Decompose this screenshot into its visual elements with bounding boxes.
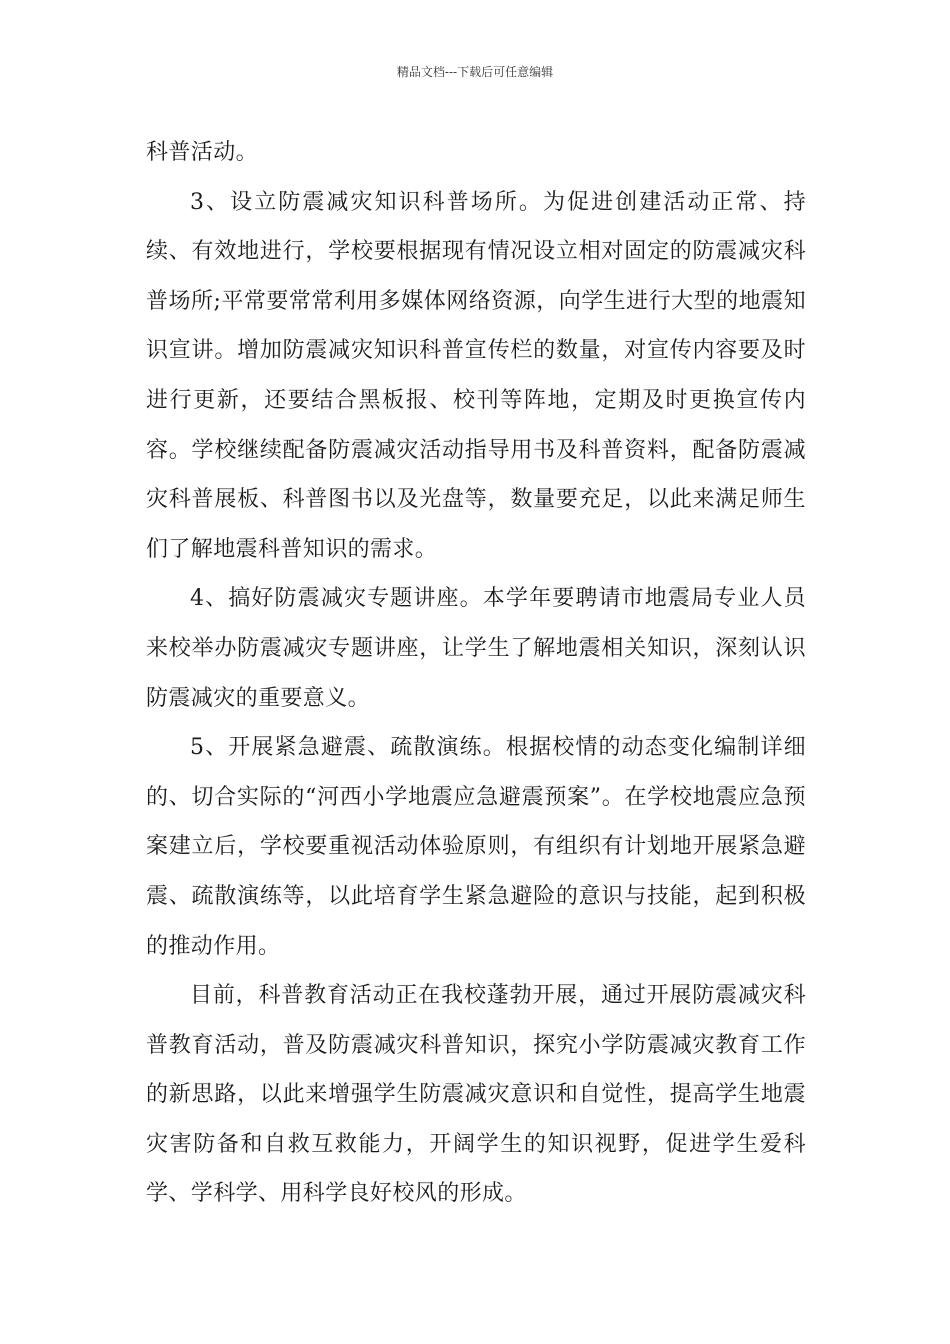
paragraph-item-3: 3、设立防震减灾知识科普场所。为促进创建活动正常、持续、有效地进行，学校要根据现有情况设立相对固定的防震减灾科普场所;平常要常常利用多媒体网络资源，向学生进行大型的地震知识宣讲。增加防震减灾知识科普宣传栏的数量，对宣传内容要及时进行更新，还要结合黑板报、校刊等阵地，定期及时更换宣传内容。学校继续配备防震减灾活动指导用书及科普资料，配备防震减灾科普展板、科普图书以及光盘等，数量要充足，以此来满足师生们了解地震科普知识的需求。: [146, 189, 806, 562]
paragraph-item-4: 4、搞好防震减灾专题讲座。本学年要聘请市地震局专业人员来校举办防震减灾专题讲座，让学生了解地震相关知识，深刻认识防震减灾的重要意义。: [146, 586, 806, 711]
paragraph-conclusion: 目前，科普教育活动正在我校蓬勃开展，通过开展防震减灾科普教育活动，普及防震减灾科普知识，探究小学防震减灾教育工作的新思路，以此来增强学生防震减灾意识和自觉性，提高学生地震灾害防备和自救互救能力，开阔学生的知识视野，促进学生爱科学、学科学、用科学良好校风的形成。: [146, 983, 806, 1207]
paragraph-item-5: 5、开展紧急避震、疏散演练。根据校情的动态变化编制详细的、切合实际的“河西小学地震应急避震预案”。在学校地震应急预案建立后，学校要重视活动体验原则，有组织有计划地开展紧急避震、疏散演练等，以此培育学生紧急避险的意识与技能，起到积极的推动作用。: [146, 735, 806, 959]
page-header: 精品文档---下载后可任意编辑: [396, 65, 554, 79]
document-body: [146, 128, 806, 1219]
paragraph-continuation: 科普活动。: [146, 140, 259, 165]
